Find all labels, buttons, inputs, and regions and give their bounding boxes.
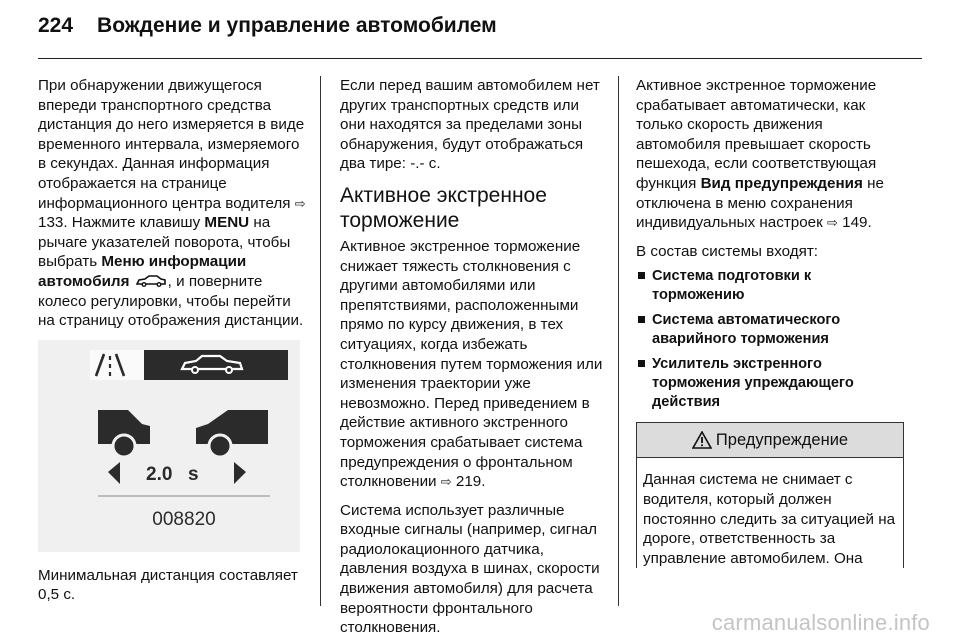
bullet-square-icon (638, 272, 645, 279)
section-heading-active-braking: Активное экстренное торможение (340, 183, 547, 232)
time-gap-unit: s (188, 463, 199, 485)
distance-display-graphic (38, 340, 300, 552)
list-item: Система подготовки к торможению (636, 267, 904, 305)
page-ref-link[interactable]: 133 (38, 214, 64, 232)
odometer-value: 008820 (152, 508, 216, 530)
time-gap-value: 2.0 (146, 463, 173, 485)
warning-triangle-icon (692, 431, 712, 449)
watermark: carmanualsonline.info (711, 610, 930, 635)
warning-box (636, 422, 904, 568)
page-ref-link[interactable]: 149 (842, 214, 868, 232)
column-1 (38, 76, 306, 614)
page-ref-arrow-icon: ⇨ (440, 474, 452, 490)
car-outline-icon (136, 275, 166, 287)
component-list (636, 267, 904, 412)
page-title: Вождение и управление автомобилем (97, 14, 497, 37)
bullet-square-icon (638, 360, 645, 367)
page-ref-link[interactable]: 219 (455, 473, 482, 491)
paragraph-system-components: В состав системы входят: (636, 242, 819, 260)
bullet-square-icon (638, 316, 645, 323)
page-header (38, 14, 497, 46)
page-ref-arrow-icon: ⇨ (826, 215, 838, 231)
paragraph-display-info: При обнаружении движущегося впереди транспортного средства дистанция до него измеряется в виде временного интервала, измеряемого в секундах. Данная информация отображается на странице информационного центра водителя ⇨ 133. Нажмите клавишу MENU на рычаге указателей поворота, чтобы выбрать Меню информации автомобиля , и поверните колесо регулировки, чтобы перейти на страницу отображения дистанции. (38, 77, 306, 330)
warning-header (637, 422, 903, 458)
column-3 (636, 76, 904, 568)
list-item: Система автоматического аварийного торможения (636, 311, 904, 349)
menu-key-label: MENU (204, 214, 250, 232)
selected-tab (144, 350, 288, 380)
paragraph-system-inputs: Система использует различные входные сигналы (например, сигнал радиолокационного датчика, давления воздуха в шинах, скорости движения автомобиля) для расчета вероятности фронтального столкновения. (340, 501, 600, 637)
distance-display-illustration (38, 340, 300, 552)
list-item: Усилитель экстренного торможения упреждающего действия (636, 355, 904, 412)
warning-title: Предупреждение (715, 430, 849, 449)
warning-text: Данная система не снимает с водителя, который должен постоянно следить за ситуацией на дороге, ответственность за управление автомобилем. Она (643, 471, 896, 567)
paragraph-active-braking: Активное экстренное торможение снижает тяжесть столкновения с другими автомобилями или препятствиями, расположенными прямо по курсу движения, в тех ситуациях, когда избежать столкновения путем торможения или изменения траектории уже невозможно. Перед приведением в действие активного экстренного торможения срабатывает система предупреждения о фронтальном столкновении ⇨ 219. (340, 237, 603, 491)
column-2 (340, 76, 608, 642)
paragraph-no-vehicle: Если перед вашим автомобилем нет других транспортных средств или они находятся за пределами зоны обнаружения, будут отображаться два тире: -.- с. (340, 77, 600, 173)
column-divider-1 (320, 76, 321, 606)
page-ref-arrow-icon: ⇨ (294, 195, 306, 211)
vehicle-info-menu-label: Меню информации автомобиля (38, 253, 247, 290)
page-number: 224 (38, 14, 74, 37)
paragraph-min-distance: Минимальная дистанция составляет 0,5 с. (38, 566, 298, 604)
paragraph-auto-activation: Активное экстренное торможение срабатывает автоматически, как только скорость движения автомобиля превышает скорость пешехода, если соответствующая функция Вид предупреждения не отключена в меню сохранения индивидуальных настроек ⇨ 149. (636, 77, 884, 232)
column-divider-2 (618, 76, 619, 606)
header-divider (38, 58, 922, 59)
warning-view-label: Вид предупреждения (700, 174, 863, 192)
